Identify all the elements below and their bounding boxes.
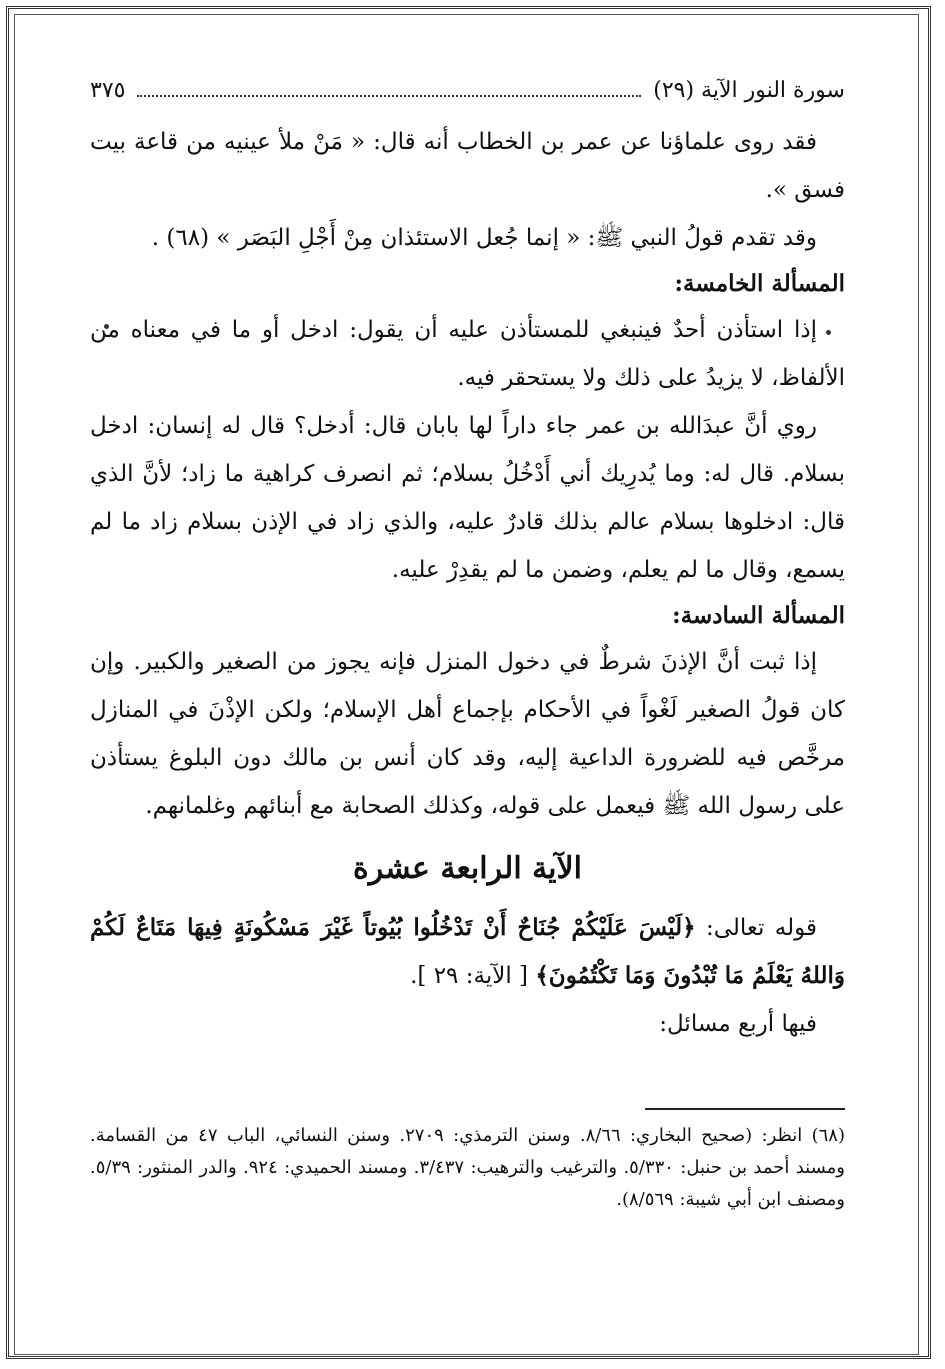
footnote: (٦٨) انظر: (صحيح البخاري: ٨/٦٦. وسنن الترمذي: ٢٧٠٩. وسنن النسائي، الباب ٤٧ من القسامة. ومسند أحمد بن حنبل: ٥/٣٣٠. والترغيب والترهيب: ٣/٤٣٧. ومسند الحميدي: ٩٢٤. والدر المنثور: ٥/٣٩. ومصنف ابن أبي شيبة: ٨/٥٦٩). xyxy=(90,1125,846,1210)
footnote-separator xyxy=(645,1108,845,1110)
paragraph: روي أنَّ عبدَالله بن عمر جاء داراً لها بابان قال: أدخل؟ قال له إنسان: ادخل بسلام. قال له: وما يُدرِيك أني أَدْخُلُ بسلام؛ ثم انصرف كراهية ما زاد؛ لأنَّ الذي قال: ادخلوها بسلام عالم بذلك قادرٌ عليه، والذي زاد في الإذن بسلام زاد ما لم يسمع، وقال ما لم يعلم، وضمن ما لم يقدِرْ عليه. xyxy=(90,413,845,583)
header-title: سورة النور الآية (٢٩) xyxy=(653,77,845,103)
page-number: ٣٧٥ xyxy=(90,77,126,103)
paragraph: فقد روى علماؤنا عن عمر بن الخطاب أنه قال: « مَنْ ملأ عينيه من قاعة بيت فسق ». xyxy=(90,129,845,203)
header-dots xyxy=(137,95,641,97)
paragraph: إذا استأذن أحدٌ فينبغي للمستأذن عليه أن يقول: ادخل أو ما في معناه من الألفاظ، لا يزيدُ على ذلك ولا يستحقر فيه. xyxy=(90,317,845,391)
running-header xyxy=(90,70,845,110)
verse-paragraph xyxy=(90,904,845,1000)
quran-verse: ﴿لَيْسَ عَلَيْكُمْ جُنَاحٌ أَنْ تَدْخُلُوا بُيُوتاً غَيْرَ مَسْكُونَةٍ فِيهَا مَتَاعٌ لَكُمْ وَاللهُ يَعْلَمُ مَا تُبْدُونَ وَمَا تَكْتُمُونَ﴾ xyxy=(90,914,845,989)
verse-reference: [ الآية: ٢٩ ]. xyxy=(410,963,529,989)
verse-heading: الآية الرابعة عشرة xyxy=(353,851,582,886)
verse-intro: قوله تعالى: xyxy=(705,915,817,941)
paragraph: وقد تقدم قولُ النبي ﷺ: « إنما جُعل الاستئذان مِنْ أَجْلِ البَصَر » (٦٨) . xyxy=(151,225,817,251)
section-heading: المسألة السادسة: xyxy=(672,602,845,629)
paragraph: فيها أربع مسائل: xyxy=(659,1011,817,1037)
section-heading: المسألة الخامسة: xyxy=(674,270,845,297)
paragraph: إذا ثبت أنَّ الإذنَ شرطٌ في دخول المنزل فإنه يجوز من الصغير والكبير. وإن كان قولُ الصغير لَغْواً في الأحكام بإجماع أهل الإسلام؛ ولكن الإذْنَ في المنازل مرخَّص فيه للضرورة الداعية إليه، وقد كان أنس بن مالك دون البلوغ يستأذن على رسول الله ﷺ فيعمل على قوله، وكذلك الصحابة مع أبنائهم وغلمانهم. xyxy=(90,649,845,819)
page-content xyxy=(90,70,845,1216)
